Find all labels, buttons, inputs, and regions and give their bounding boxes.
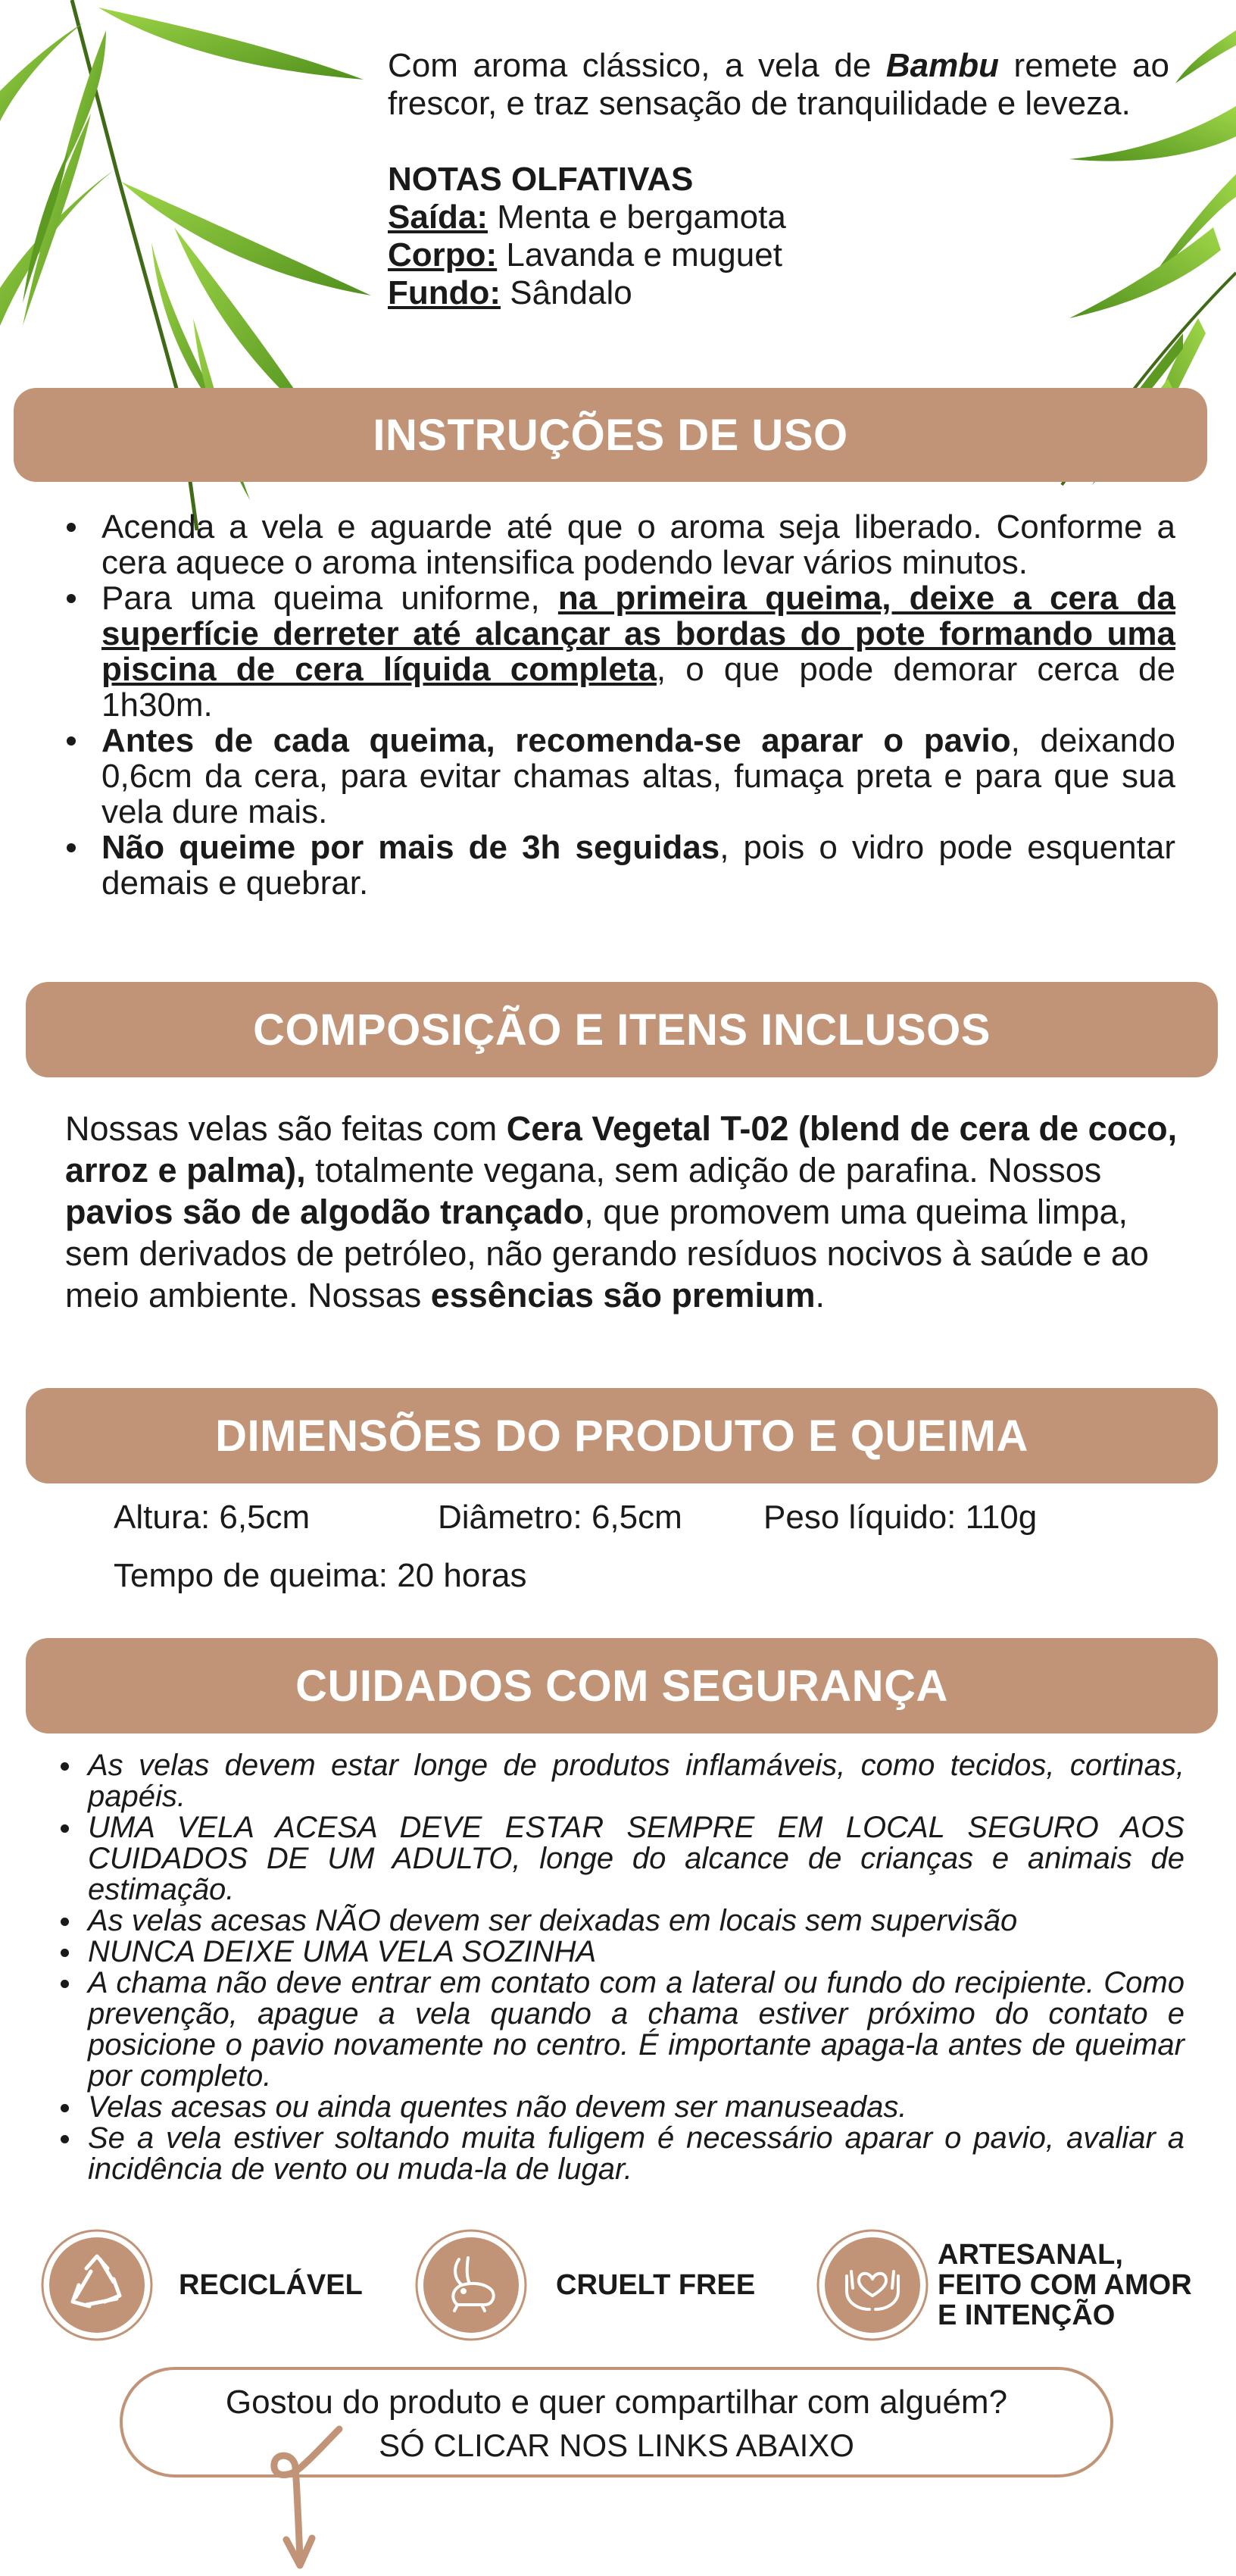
note-base: Fundo: Sândalo bbox=[388, 274, 632, 311]
list-item: Antes de cada queima, recomenda-se aparar o pavio, deixando 0,6cm da cera, para evitar chamas altas, fumaça preta e para que sua vela dure mais. bbox=[67, 723, 1175, 830]
list-item: NUNCA DEIXE UMA VELA SOZINHA bbox=[53, 1937, 1184, 1968]
list-item: Acenda a vela e aguarde até que o aroma seja liberado. Conforme a cera aquece o aroma intensifica podendo levar vários minutos. bbox=[67, 509, 1175, 580]
section-header-safety: CUIDADOS COM SEGURANÇA bbox=[26, 1638, 1218, 1733]
section-header-usage: INSTRUÇÕES DE USO bbox=[14, 388, 1207, 482]
badge-label: CRUELT FREE bbox=[556, 2269, 756, 2301]
section-header-composition: COMPOSIÇÃO E ITENS INCLUSOS bbox=[26, 982, 1218, 1077]
product-name: Bambu bbox=[885, 47, 999, 84]
note-heart: Corpo: Lavanda e muguet bbox=[388, 236, 782, 274]
notes-title: NOTAS OLFATIVAS bbox=[388, 161, 694, 198]
badge-cruelty-free bbox=[415, 2229, 755, 2341]
list-item: As velas devem estar longe de produtos inflamáveis, como tecidos, cortinas, papéis. bbox=[53, 1750, 1184, 1812]
olfactory-notes bbox=[388, 161, 1169, 312]
intro-description: Com aroma clássico, a vela de Bambu remete ao frescor, e traz sensação de tranquilidade e leveza. bbox=[388, 47, 1169, 122]
list-item: Não queime por mais de 3h seguidas, pois o vidro pode esquentar demais e quebrar. bbox=[67, 830, 1175, 901]
recycle-icon bbox=[41, 2229, 153, 2341]
safety-list bbox=[53, 1750, 1184, 2185]
dimension-height: Altura: 6,5cm bbox=[114, 1499, 311, 1536]
badge-label: ARTESANAL, bbox=[938, 2239, 1123, 2271]
list-item: UMA VELA ACESA DEVE ESTAR SEMPRE EM LOCAL SEGURO AOS CUIDADOS DE UM ADULTO, longe do alcance de crianças e animais de estimação. bbox=[53, 1812, 1184, 1905]
product-intro bbox=[388, 47, 1169, 312]
dimension-weight: Peso líquido: 110g bbox=[763, 1499, 1038, 1536]
section-header-dimensions: DIMENSÕES DO PRODUTO E QUEIMA bbox=[26, 1388, 1218, 1483]
heart-hands-icon bbox=[816, 2229, 929, 2341]
composition-text: Nossas velas são feitas com Cera Vegetal T-02 (blend de cera de coco, arroz e palma), totalmente vegana, sem adição de parafina. Nossos pavios são de algodão trançado, que promovem uma queima limpa, sem derivados de petróleo, não gerando resíduos nocivos à saúde e ao meio ambiente. Nossas essências são premium. bbox=[65, 1109, 1178, 1315]
dimension-burn-time: Tempo de queima: 20 horas bbox=[114, 1557, 527, 1594]
badge-label: FEITO COM AMOR bbox=[938, 2269, 1192, 2301]
share-question: Gostou do produto e quer compartilhar com alguém? bbox=[225, 2384, 1008, 2421]
curly-arrow-down-icon bbox=[242, 2424, 348, 2576]
list-item: Se a vela estiver soltando muita fuligem é necessário aparar o pavio, avaliar a incidência de vento ou muda-la de lugar. bbox=[53, 2123, 1184, 2185]
share-links-cta[interactable]: SÓ CLICAR NOS LINKS ABAIXO bbox=[379, 2428, 854, 2463]
rabbit-icon bbox=[415, 2229, 527, 2341]
list-item: Para uma queima uniforme, na primeira queima, deixe a cera da superfície derreter até alcançar as bordas do pote formando uma piscina de cera líquida completa, o que pode demorar cerca de 1h30m. bbox=[67, 580, 1175, 723]
usage-instructions-list bbox=[67, 509, 1175, 901]
badge-artisan bbox=[816, 2229, 1192, 2341]
list-item: As velas acesas NÃO devem ser deixadas em locais sem supervisão bbox=[53, 1905, 1184, 1937]
dimension-diameter: Diâmetro: 6,5cm bbox=[438, 1499, 682, 1536]
note-top: Saída: Menta e bergamota bbox=[388, 199, 786, 236]
badge-label: E INTENÇÃO bbox=[938, 2299, 1116, 2331]
badge-label: RECICLÁVEL bbox=[179, 2269, 363, 2301]
list-item: Velas acesas ou ainda quentes não devem ser manuseadas. bbox=[53, 2092, 1184, 2123]
badge-label-group bbox=[938, 2240, 1192, 2331]
list-item: A chama não deve entrar em contato com a lateral ou fundo do recipiente. Como prevenção, apague a vela quando a chama estiver próximo do contato e posicione o pavio novamente no centro. É importante apaga-la antes de queimar por completo. bbox=[53, 1968, 1184, 2092]
badge-recyclable bbox=[41, 2229, 363, 2341]
